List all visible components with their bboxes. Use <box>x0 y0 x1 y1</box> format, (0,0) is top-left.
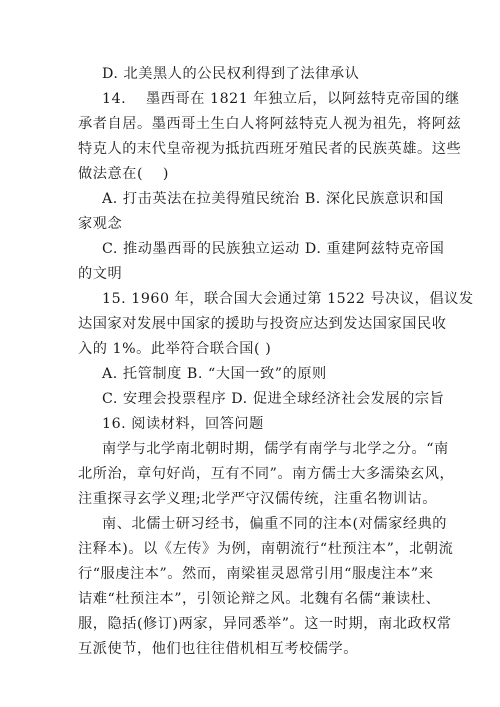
q16-material-p1-line-1: 南学与北学南北朝时期，儒学有南学与北学之分。“南 <box>102 441 449 457</box>
q16-material-p2-line-1: 南、北儒士研习经书，偏重不同的注本(对儒家经典的 <box>102 516 448 532</box>
q16-heading: 16. 阅读材料，回答问题 <box>102 416 264 432</box>
q14-stem-line-2: 承者自居。墨西哥土生白人将阿兹特克人视为祖先，将阿兹 <box>78 116 462 132</box>
q16-material-p2-line-5: 服，隐括(修订)两家，异同悉举”。这一时期，南北政权常 <box>78 616 452 632</box>
q14-stem-line-4: 做法意在( ) <box>78 166 169 182</box>
q16-material-p2-line-6: 互派使节，他们也往往借机相互考校儒学。 <box>78 641 359 657</box>
q14-options-cd-line-1: C. 推动墨西哥的民族独立运动 D. 重建阿兹特克帝国 <box>102 241 445 257</box>
q16-material-p1-line-3: 注重探寻玄学义理;北学严守汉儒传统，注重名物训诂。 <box>78 491 438 507</box>
q15-options-ab: A. 托管制度 B. “大国一致”的原则 <box>102 366 327 382</box>
q15-stem-line-3: 入的 1%。此举符合联合国( ) <box>78 341 272 357</box>
q16-material-p2-line-4: 诘难“杜预注本”，引领论辩之风。北魏有名儒“兼读杜、 <box>78 591 441 607</box>
q13-option-d: D. 北美黑人的公民权利得到了法律承认 <box>102 66 360 82</box>
q16-material-p2-line-3: 行“服虔注本”。然而，南梁崔灵恩常引用“服虔注本”来 <box>78 566 434 582</box>
q14-stem-line-3: 特克人的末代皇帝视为抵抗西班牙殖民者的民族英雄。这些 <box>78 141 462 157</box>
q14-options-ab-line-2: 家观念 <box>78 216 123 232</box>
q15-stem-line-1: 15. 1960 年，联合国大会通过第 1522 号决议，倡议发 <box>102 291 474 307</box>
q16-material-p2-line-2: 注释本)。以《左传》为例，南朝流行“杜预注本”，北朝流 <box>78 541 454 557</box>
q14-options-ab-line-1: A. 打击英法在拉美得殖民统治 B. 深化民族意识和国 <box>102 191 444 207</box>
q15-stem-line-2: 达国家对发展中国家的援助与投资应达到发达国家国民收 <box>78 316 447 332</box>
q16-material-p1-line-2: 北所治，章句好尚，互有不同”。南方儒士大多濡染玄风， <box>78 466 455 482</box>
q14-stem-line-1: 14. 墨西哥在 1821 年独立后，以阿兹特克帝国的继 <box>102 91 460 107</box>
q14-options-cd-line-2: 的文明 <box>78 266 123 282</box>
q15-options-cd: C. 安理会投票程序 D. 促进全球经济社会发展的宗旨 <box>102 391 445 407</box>
